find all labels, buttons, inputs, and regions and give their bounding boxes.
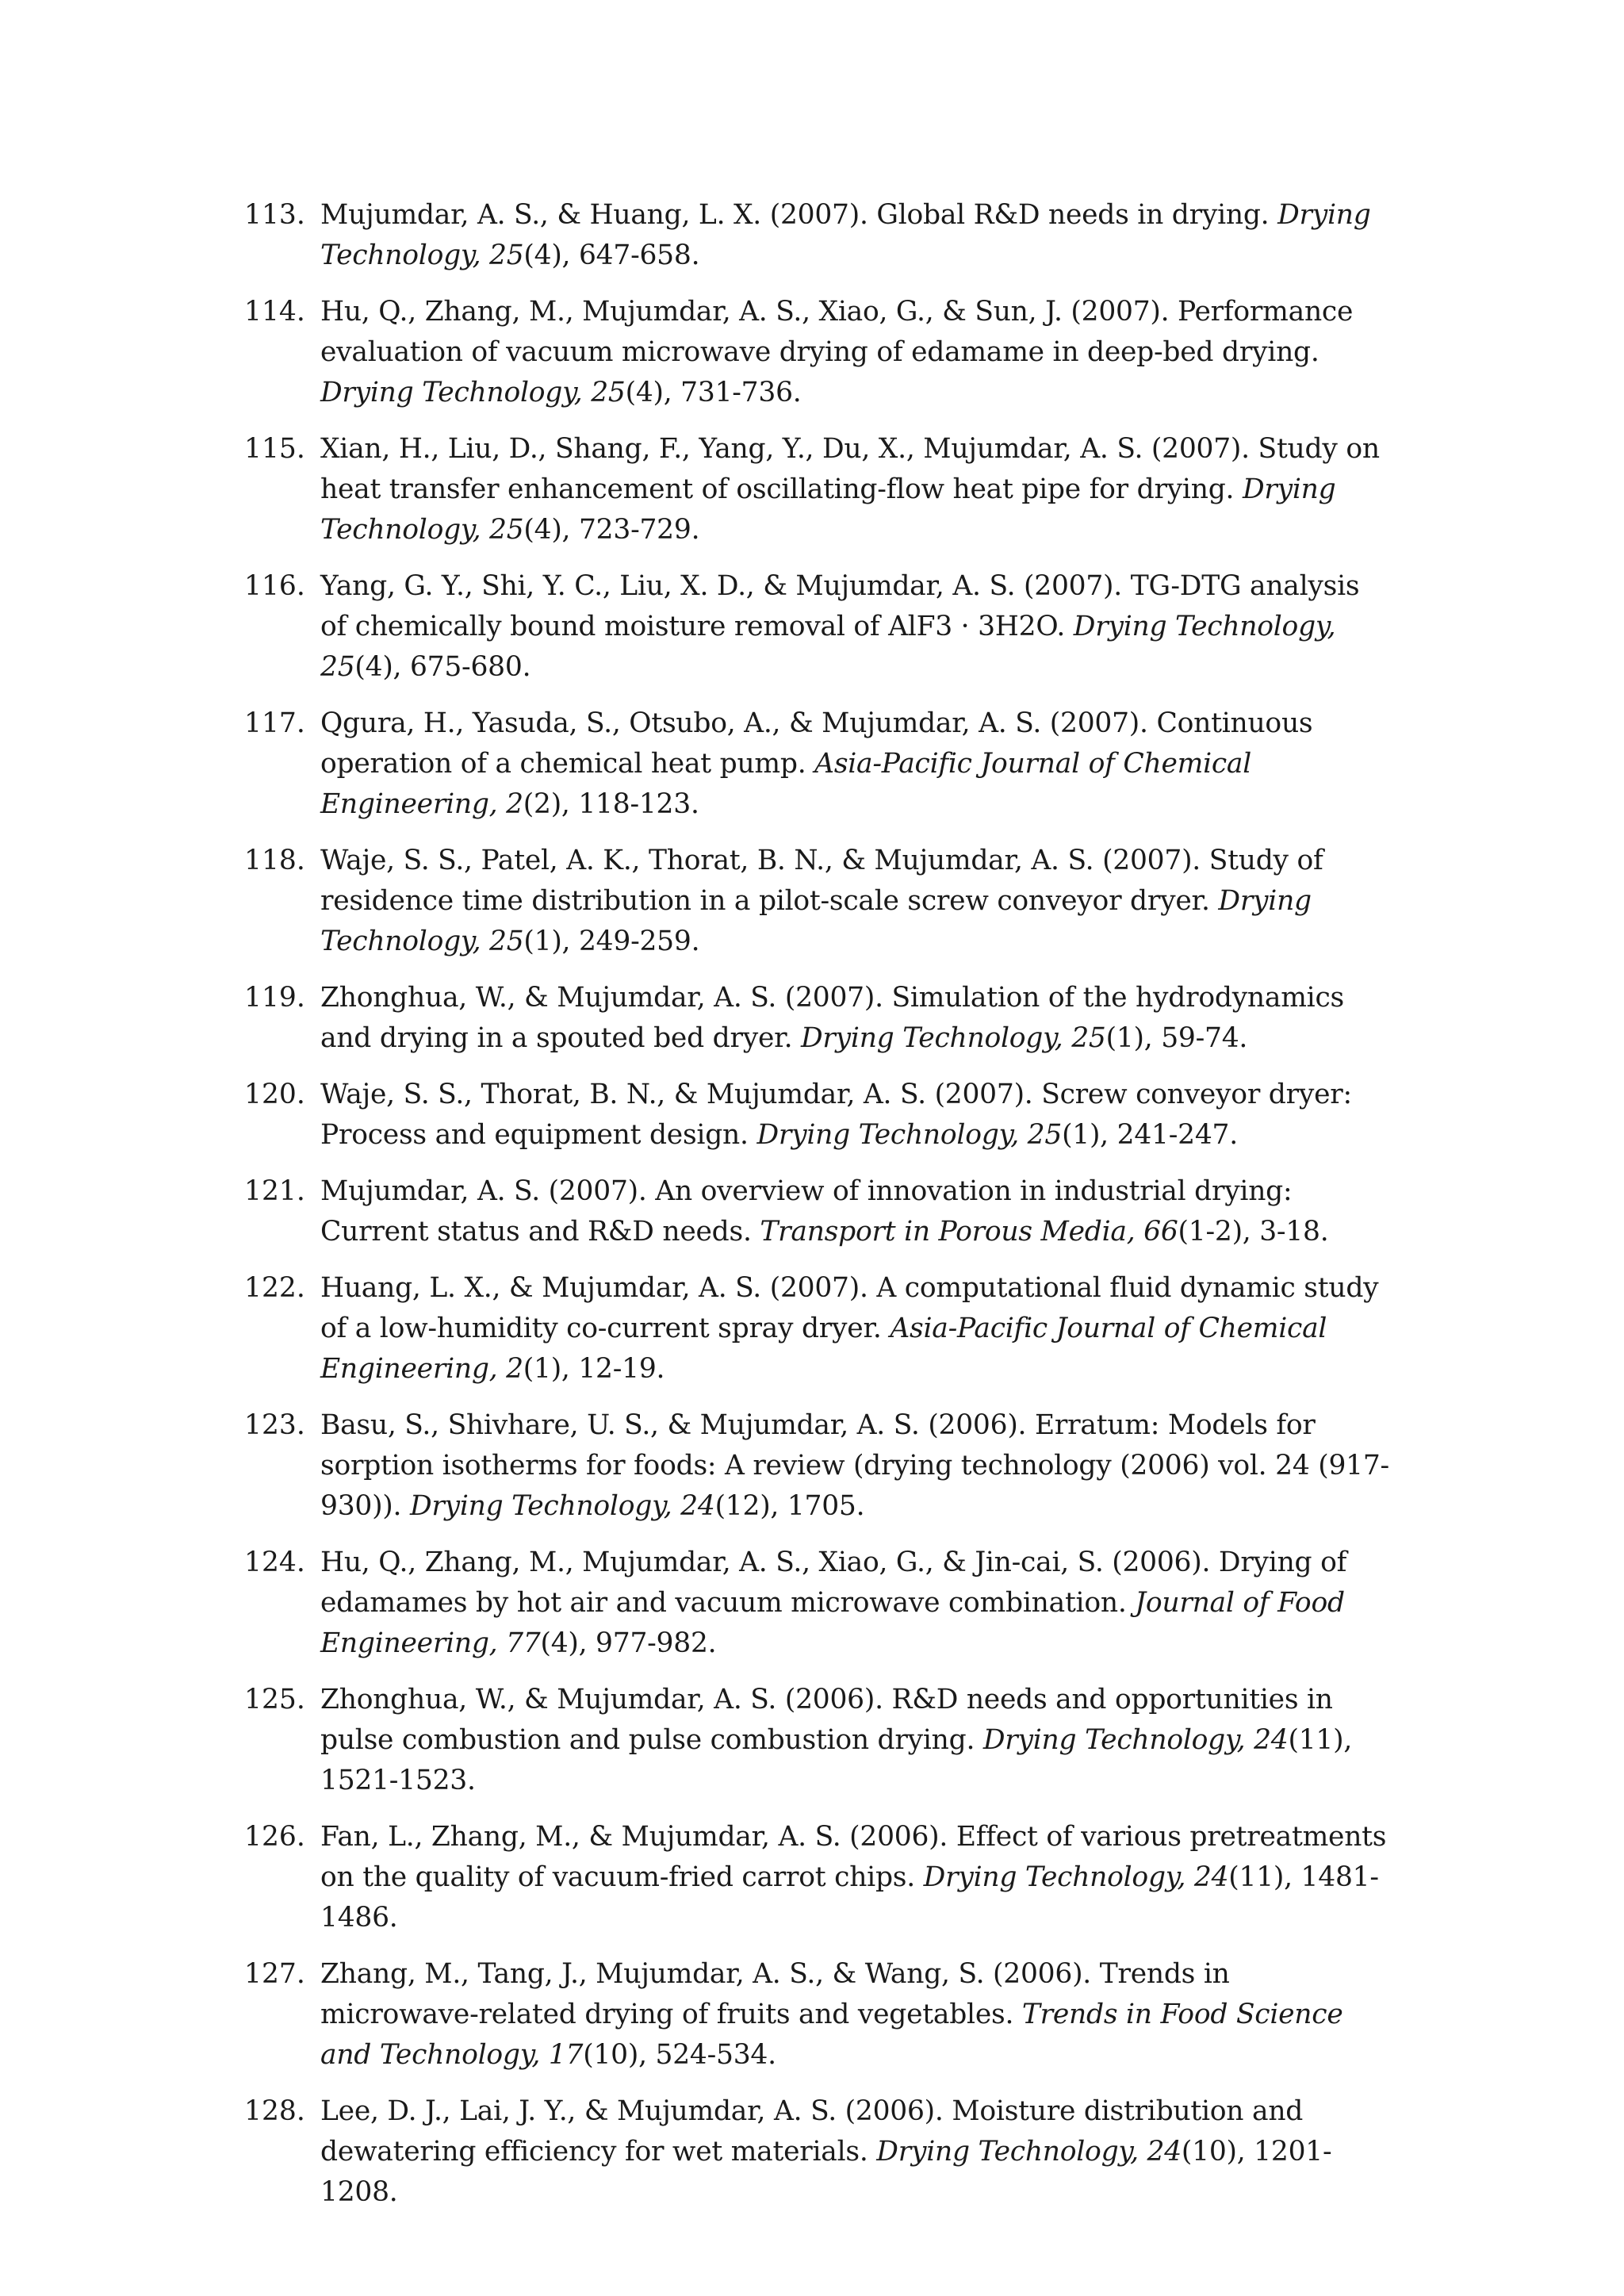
reference-item — [244, 2091, 1394, 2213]
reference-item — [244, 429, 1394, 550]
reference-number: 117. — [244, 707, 305, 739]
reference-citation — [320, 1405, 1394, 1527]
journal-title: Drying Technology, 24 — [923, 1861, 1229, 1893]
citation-text: (12), 1705. — [714, 1490, 865, 1522]
citation-text: Zhang, M., Tang, J., Mujumdar, A. S., & Wang, S. (2006). Trends in microwave-related drying of fruits and vegetables. — [320, 1958, 1230, 2030]
reference-item — [244, 1075, 1394, 1156]
reference-citation — [320, 1543, 1394, 1664]
reference-number: 113. — [244, 199, 305, 231]
reference-number: 126. — [244, 1821, 305, 1853]
reference-citation — [320, 429, 1394, 550]
reference-citation — [320, 1075, 1394, 1156]
citation-text: Hu, Q., Zhang, M., Mujumdar, A. S., Xiao, G., & Sun, J. (2007). Performance evaluation of vacuum microwave drying of edamame in deep-bed drying. — [320, 296, 1354, 368]
reference-number: 127. — [244, 1958, 305, 1990]
reference-number: 115. — [244, 433, 305, 465]
reference-list — [244, 195, 1394, 2229]
reference-citation — [320, 566, 1394, 688]
citation-text: (4), 977-982. — [540, 1627, 717, 1659]
journal-title: Drying Technology, 25 — [801, 1022, 1106, 1054]
reference-number: 120. — [244, 1079, 305, 1110]
reference-item — [244, 1268, 1394, 1389]
citation-text: Waje, S. S., Thorat, B. N., & Mujumdar, A. S. (2007). Screw conveyor dryer: Process and equipment design. — [320, 1079, 1352, 1151]
reference-number: 118. — [244, 845, 305, 876]
reference-citation — [320, 2091, 1394, 2213]
citation-text: Waje, S. S., Patel, A. K., Thorat, B. N., & Mujumdar, A. S. (2007). Study of residence time distribution in a pilot-scale screw conveyor dryer. — [320, 845, 1323, 917]
citation-text: (10), 1201-1208. — [320, 2136, 1332, 2208]
citation-text: (4), 723-729. — [523, 514, 700, 546]
citation-text: Basu, S., Shivhare, U. S., & Mujumdar, A. S. (2006). Erratum: Models for sorption isotherms for foods: A review (drying technology (2006) vol. 24 (917-930)). — [320, 1409, 1389, 1522]
reference-item — [244, 1680, 1394, 1801]
reference-citation — [320, 841, 1394, 962]
reference-item — [244, 1171, 1394, 1252]
reference-item — [244, 1954, 1394, 2076]
citation-text: Yang, G. Y., Shi, Y. C., Liu, X. D., & Mujumdar, A. S. (2007). TG-DTG analysis of chemically bound moisture removal of AlF3 · 3H2O. — [320, 570, 1360, 642]
reference-citation — [320, 703, 1394, 825]
citation-text: Huang, L. X., & Mujumdar, A. S. (2007). A computational fluid dynamic study of a low-humidity co-current spray dryer. — [320, 1272, 1379, 1344]
reference-citation — [320, 1817, 1394, 1938]
citation-text: (4), 731-736. — [625, 377, 802, 408]
citation-text: Mujumdar, A. S. (2007). An overview of innovation in industrial drying: Current status and R&D needs. — [320, 1175, 1293, 1248]
citation-text: Fan, L., Zhang, M., & Mujumdar, A. S. (2006). Effect of various pretreatments on the quality of vacuum-fried carrot chips. — [320, 1821, 1387, 1893]
citation-text: Mujumdar, A. S., & Huang, L. X. (2007). Global R&D needs in drying. — [320, 199, 1278, 231]
journal-title: Transport in Porous Media, 66 — [760, 1216, 1178, 1248]
reference-item — [244, 978, 1394, 1059]
citation-text: (1), 59-74. — [1105, 1022, 1248, 1054]
journal-title: Drying Technology, 25 — [320, 199, 1371, 271]
reference-number: 128. — [244, 2095, 305, 2127]
journal-title: Drying Technology, 25 — [320, 377, 626, 408]
reference-citation — [320, 1268, 1394, 1389]
citation-text: (11), 1521-1523. — [320, 1724, 1353, 1796]
journal-title: Asia-Pacific Journal of Chemical Engineering, 2 — [320, 748, 1252, 820]
journal-title: Drying Technology, 24 — [876, 2136, 1182, 2168]
citation-text: (2), 118-123. — [523, 788, 699, 820]
citation-text: (4), 647-658. — [523, 240, 700, 271]
citation-text: Zhonghua, W., & Mujumdar, A. S. (2006). R&D needs and opportunities in pulse combustion and pulse combustion drying. — [320, 1684, 1333, 1756]
reference-citation — [320, 1171, 1394, 1252]
reference-item — [244, 292, 1394, 413]
reference-number: 122. — [244, 1272, 305, 1304]
citation-text: Xian, H., Liu, D., Shang, F., Yang, Y., Du, X., Mujumdar, A. S. (2007). Study on heat transfer enhancement of oscillating-flow heat pipe for drying. — [320, 433, 1380, 505]
citation-text: (1), 12-19. — [523, 1353, 665, 1385]
reference-number: 121. — [244, 1175, 305, 1207]
citation-text: Lee, D. J., Lai, J. Y., & Mujumdar, A. S. (2006). Moisture distribution and dewatering efficiency for wet materials. — [320, 2095, 1304, 2168]
reference-number: 119. — [244, 982, 305, 1014]
journal-title: Journal of Food Engineering, 77 — [320, 1587, 1345, 1659]
citation-text: (1), 241-247. — [1062, 1119, 1238, 1151]
journal-title: Asia-Pacific Journal of Chemical Engineering, 2 — [320, 1313, 1327, 1385]
reference-item — [244, 841, 1394, 962]
citation-text: (1), 249-259. — [523, 926, 700, 957]
citation-text: (1-2), 3-18. — [1178, 1216, 1329, 1248]
reference-item — [244, 1817, 1394, 1938]
journal-title: Drying Technology, 25 — [320, 885, 1312, 957]
reference-citation — [320, 1954, 1394, 2076]
reference-item — [244, 195, 1394, 276]
citation-text: (10), 524-534. — [583, 2039, 776, 2071]
citation-text: (4), 675-680. — [354, 651, 531, 683]
journal-title: Drying Technology, 24 — [982, 1724, 1289, 1756]
citation-text: Hu, Q., Zhang, M., Mujumdar, A. S., Xiao, G., & Jin-cai, S. (2006). Drying of edamames by hot air and vacuum microwave combination. — [320, 1547, 1347, 1619]
journal-title: Drying Technology, 24 — [409, 1490, 715, 1522]
citation-text: Qgura, H., Yasuda, S., Otsubo, A., & Mujumdar, A. S. (2007). Continuous operation of a chemical heat pump. — [320, 707, 1313, 780]
reference-number: 116. — [244, 570, 305, 602]
reference-item — [244, 703, 1394, 825]
citation-text: (11), 1481-1486. — [320, 1861, 1379, 1934]
reference-number: 124. — [244, 1547, 305, 1578]
reference-item — [244, 566, 1394, 688]
journal-title: Trends in Food Science and Technology, 17 — [320, 1999, 1343, 2071]
reference-citation — [320, 1680, 1394, 1801]
reference-citation — [320, 292, 1394, 413]
reference-citation — [320, 978, 1394, 1059]
reference-item — [244, 1543, 1394, 1664]
reference-citation — [320, 195, 1394, 276]
journal-title: Drying Technology, 25 — [320, 611, 1336, 683]
reference-number: 125. — [244, 1684, 305, 1715]
reference-number: 123. — [244, 1409, 305, 1441]
journal-title: Drying Technology, 25 — [756, 1119, 1063, 1151]
citation-text: Zhonghua, W., & Mujumdar, A. S. (2007). Simulation of the hydrodynamics and drying in a spouted bed dryer. — [320, 982, 1344, 1054]
journal-title: Drying Technology, 25 — [320, 473, 1336, 546]
reference-item — [244, 1405, 1394, 1527]
reference-number: 114. — [244, 296, 305, 328]
